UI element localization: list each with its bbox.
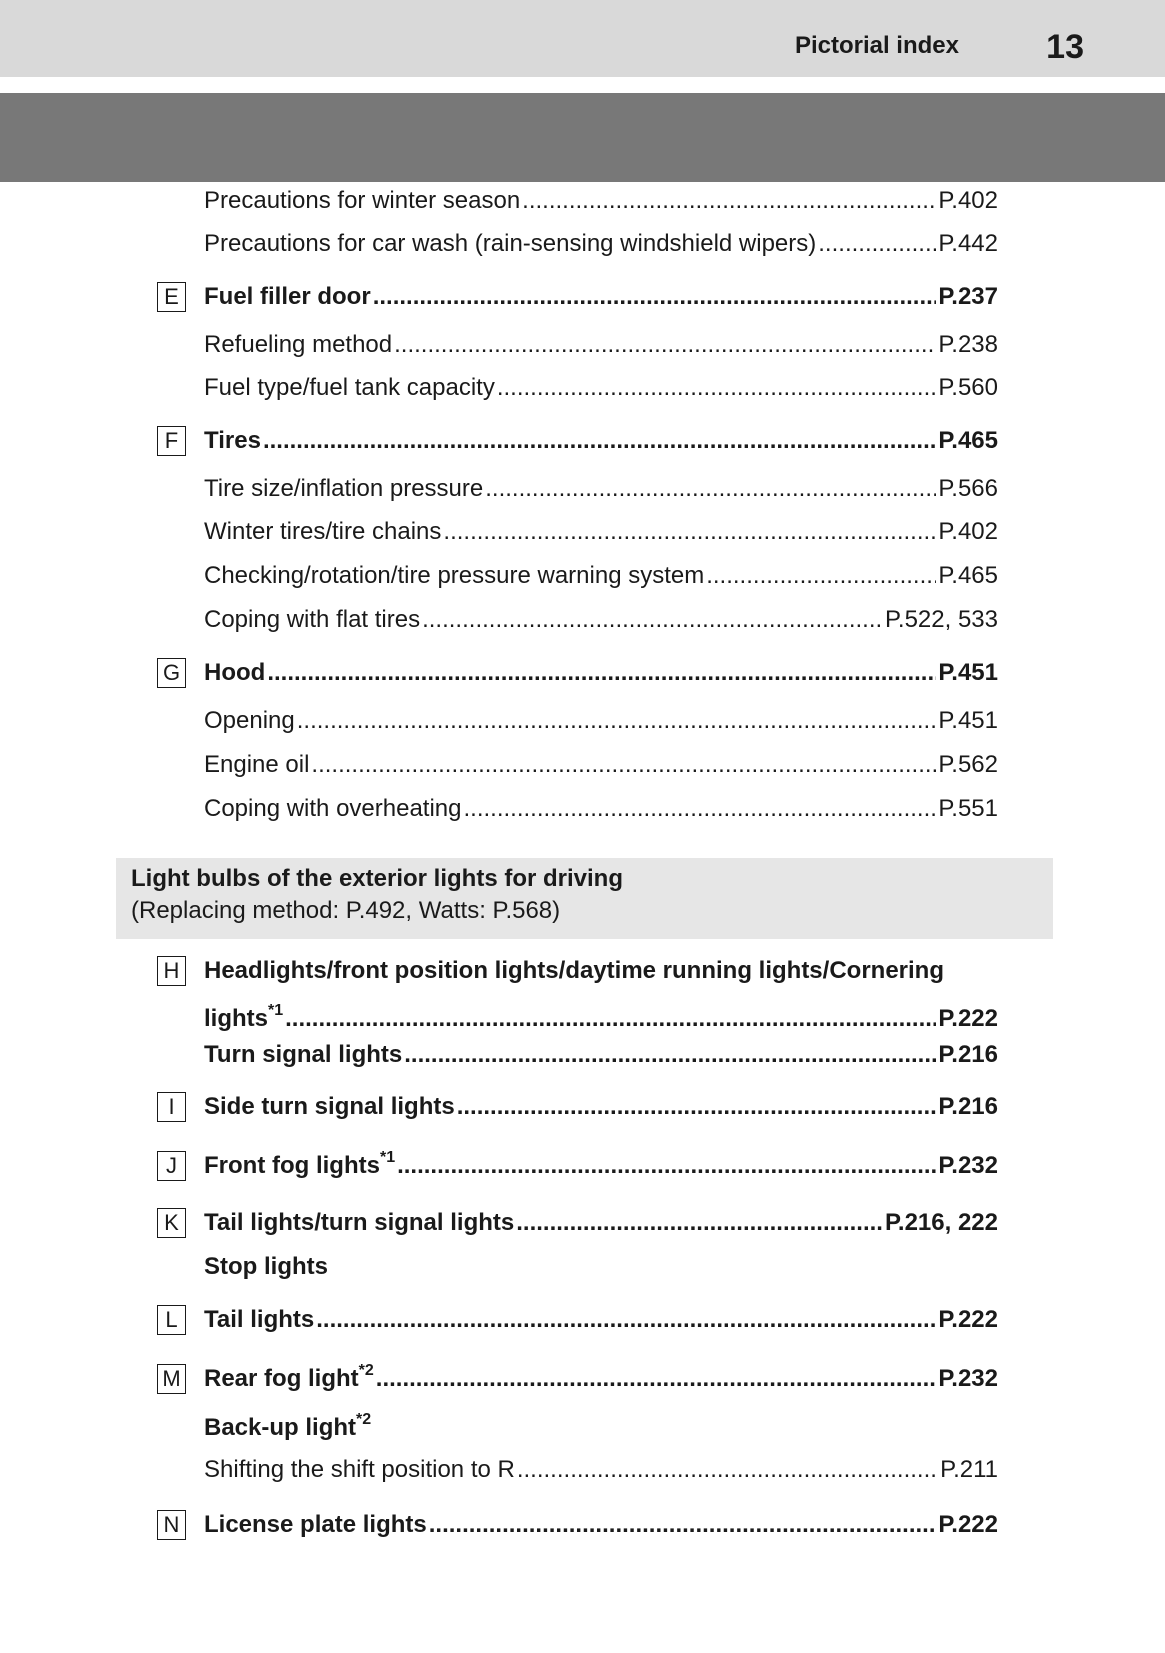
index-entry: Shifting the shift position to R ..... P.211 xyxy=(204,1455,998,1485)
section-box xyxy=(116,858,1053,939)
index-entry: Coping with overheating ..... P.551 xyxy=(204,794,998,824)
index-entry-main: Turn signal lights ..... P.216 xyxy=(204,1040,998,1070)
section-title: Light bulbs of the exterior lights for driving xyxy=(131,865,623,892)
index-entry-main: lights$^{*1}$ ..... P.222 xyxy=(204,1004,998,1034)
index-entry: Engine oil ..... P.562 xyxy=(204,750,998,780)
index-entry-main: Headlights/front position lights/daytime running lights/Cornering xyxy=(204,957,944,984)
page-number: 13 xyxy=(1046,28,1084,66)
section-subtitle: (Replacing method: P.492, Watts: P.568) xyxy=(131,897,561,924)
callout-label: J xyxy=(157,1151,186,1181)
index-entry-main: Side turn signal lights ..... P.216 xyxy=(204,1092,998,1122)
index-entry-extra: Stop lights xyxy=(204,1253,328,1280)
index-entry-main: Hood ..... P.451 xyxy=(204,658,998,688)
index-entry-main: Tail lights/turn signal lights ..... P.216, 222 xyxy=(204,1208,998,1238)
index-entry-main: Fuel filler door ..... P.237 xyxy=(204,282,998,312)
index-entry: Coping with flat tires ..... P.522, 533 xyxy=(204,605,998,635)
callout-label: I xyxy=(157,1092,186,1122)
callout-label: G xyxy=(157,658,186,688)
index-entry-extra: Back-up light$^{*2}$ xyxy=(204,1411,372,1441)
index-entry-main: Tires ..... P.465 xyxy=(204,426,998,456)
index-entry: Opening ..... P.451 xyxy=(204,706,998,736)
callout-label: L xyxy=(157,1305,186,1335)
callout-label: E xyxy=(157,282,186,312)
callout-label: K xyxy=(157,1208,186,1238)
index-entry-main: Rear fog light$^{*2}$ ..... P.232 xyxy=(204,1364,998,1394)
index-entry: Refueling method ..... P.238 xyxy=(204,330,998,360)
index-entry: Precautions for winter season ..... P.402 xyxy=(204,186,998,216)
callout-label: N xyxy=(157,1510,186,1540)
index-entry-main: Tail lights ..... P.222 xyxy=(204,1305,998,1335)
callout-label: H xyxy=(157,956,186,986)
index-entry: Fuel type/fuel tank capacity ..... P.560 xyxy=(204,373,998,403)
index-entry: Checking/rotation/tire pressure warning system ..... P.465 xyxy=(204,561,998,591)
page-title: Pictorial index xyxy=(794,32,959,59)
index-entry: Precautions for car wash (rain-sensing windshield wipers) ..... P.442 xyxy=(204,229,998,259)
page-header xyxy=(0,0,1165,77)
callout-label: M xyxy=(157,1364,186,1394)
index-entry-main: Front fog lights$^{*1}$ ..... P.232 xyxy=(204,1151,998,1181)
callout-label: F xyxy=(157,426,186,456)
index-entry: Winter tires/tire chains ..... P.402 xyxy=(204,517,998,547)
header-band xyxy=(0,93,1165,182)
index-entry-main: License plate lights ..... P.222 xyxy=(204,1510,998,1540)
index-entry: Tire size/inflation pressure ..... P.566 xyxy=(204,474,998,504)
